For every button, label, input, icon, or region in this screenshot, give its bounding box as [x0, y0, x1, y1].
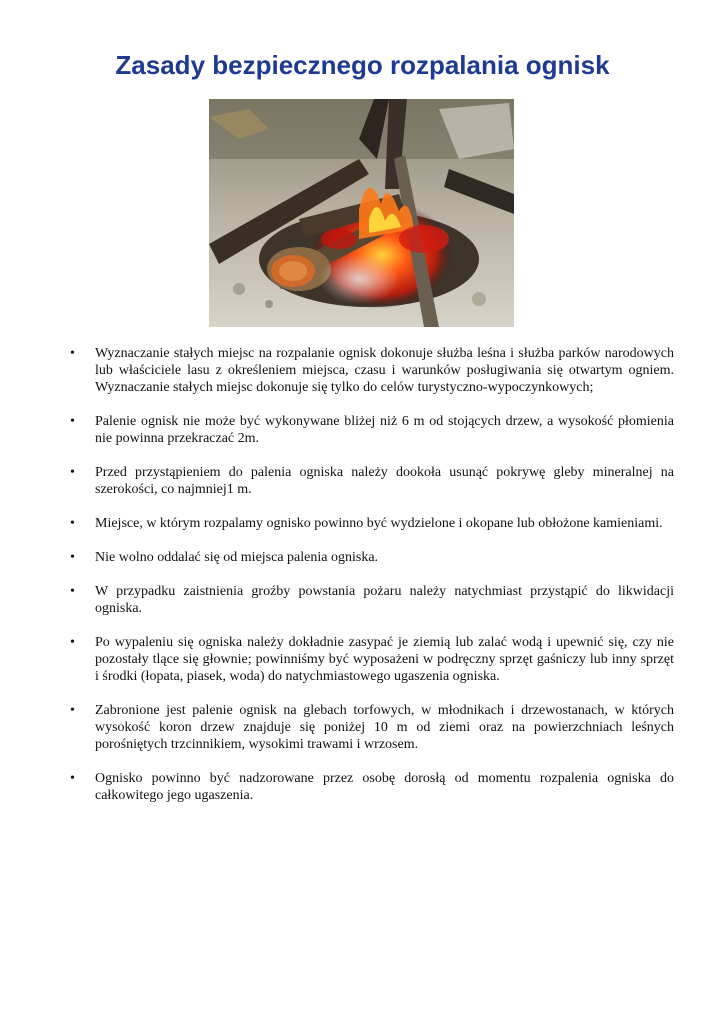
rule-text: Nie wolno oddalać się od miejsca palenia ogniska.: [95, 550, 379, 565]
rule-item: [66, 634, 674, 685]
bullet-icon: •: [70, 465, 75, 480]
rules-list: [66, 345, 674, 821]
rule-item: [66, 583, 674, 617]
rule-text: Ognisko powinno być nadzorowane przez osobę dorosłą od momentu rozpalenia ogniska do całkowitego jego ugaszenia.: [95, 771, 674, 803]
rule-text: Przed przystąpieniem do palenia ogniska należy dookoła usunąć pokrywę gleby mineralnej na szerokości, co najmniej1 m.: [95, 465, 674, 497]
rule-item: [66, 345, 674, 396]
rule-item: [66, 549, 674, 566]
rule-text: Zabronione jest palenie ognisk na glebach torfowych, w młodnikach i drzewostanach, w których wysokość koron drzew znajduje się poniżej 10 m od ziemi oraz na powierzchniach leśnych porośniętych trzcinnikiem, wysokimi trawami i wrzosem.: [95, 703, 674, 752]
rule-item: [66, 515, 674, 532]
bullet-icon: •: [70, 584, 75, 599]
page-title: Zasady bezpiecznego rozpalania ognisk: [115, 50, 610, 80]
rule-text: Palenie ognisk nie może być wykonywane bliżej niż 6 m od stojących drzew, a wysokość płomienia nie powinna przekraczać 2m.: [95, 414, 674, 446]
bullet-icon: •: [70, 414, 75, 429]
rule-item: [66, 770, 674, 804]
bullet-icon: •: [70, 703, 75, 718]
rule-item: [66, 702, 674, 753]
rule-text: Miejsce, w którym rozpalamy ognisko powinno być wydzielone i okopane lub obłożone kamieniami.: [95, 516, 663, 531]
rule-text: Wyznaczanie stałych miejsc na rozpalanie ognisk dokonuje służba leśna i służba parków narodowych lub właściciele lasu z określeniem miejsca, czasu i warunków posługiwania się otwartym ogniem. Wyznaczanie stałych miejsc dokonuje się tylko do celów turystyczno-wypoczynkowych;: [95, 346, 674, 395]
bullet-icon: •: [70, 346, 75, 361]
bullet-icon: •: [70, 550, 75, 565]
rule-item: [66, 413, 674, 447]
bullet-icon: •: [70, 771, 75, 786]
bullet-icon: •: [70, 635, 75, 650]
rule-item: [66, 464, 674, 498]
campfire-photo: [209, 99, 514, 327]
rule-text: Po wypaleniu się ogniska należy dokładnie zasypać je ziemią lub zalać wodą i upewnić się, czy nie pozostały tlące się głownie; powinniśmy być wyposażeni w podręczny sprzęt gaśniczy lub inny sprzęt i środki (łopata, piasek, woda) do natychmiastowego ugaszenia ogniska.: [95, 635, 674, 684]
bullet-icon: •: [70, 516, 75, 531]
rule-text: W przypadku zaistnienia groźby powstania pożaru należy natychmiast przystąpić do likwidacji ogniska.: [95, 584, 674, 616]
